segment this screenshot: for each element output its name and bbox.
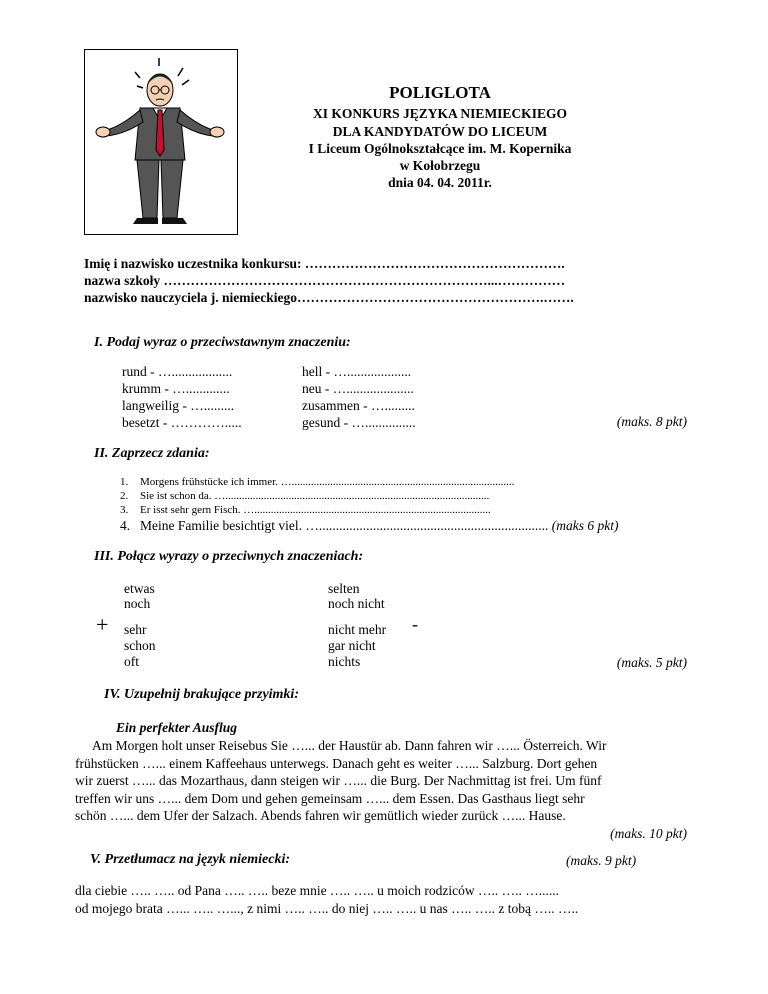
section-3-right-top bbox=[328, 581, 385, 611]
list-item bbox=[120, 490, 489, 502]
item-number: 4. bbox=[120, 518, 131, 533]
section-1-left-column bbox=[122, 363, 242, 431]
list-item: besetzt - …………..... bbox=[122, 415, 242, 430]
translation-line-1: dla ciebie ….. ….. od Pana ….. ….. beze mnie ….. ….. u moich rodziców ….. ….. …...... bbox=[75, 883, 560, 898]
list-item: oft bbox=[124, 654, 139, 669]
text-line: Am Morgen holt unser Reisebus Sie …... der Haustür ab. Dann fahren wir …... Österreich. Wir bbox=[92, 738, 607, 753]
section-4-heading: IV. Uzupełnij brakujące przyimki: bbox=[104, 687, 299, 702]
list-item: rund - ….................. bbox=[122, 364, 233, 379]
list-item: krumm - …............. bbox=[122, 381, 230, 396]
list-item: nicht mehr bbox=[328, 622, 387, 637]
list-item: noch bbox=[124, 596, 151, 611]
section-3-points: (maks. 5 pkt) bbox=[616, 655, 687, 670]
confused-man-illustration bbox=[85, 50, 237, 234]
header-line-3: I Liceum Ogólnokształcące im. M. Kopernika bbox=[308, 141, 572, 156]
translation-line-2: od mojego brata …... ….. …..., z nimi ….. ….. do niej ….. ….. u nas ….. ….. z tobą ….. ….. bbox=[75, 901, 579, 916]
list-item bbox=[120, 504, 491, 516]
section-1-heading: I. Podaj wyraz o przeciwstawnym znaczeniu: bbox=[94, 335, 351, 350]
list-item: selten bbox=[328, 581, 360, 596]
section-1-right-column bbox=[302, 363, 416, 431]
header-line-2: DLA KANDYDATÓW DO LICEUM bbox=[332, 124, 548, 139]
plus-sign: + bbox=[96, 612, 109, 637]
item-text: Meine Familie besichtigt viel. ….................................................................... bbox=[140, 518, 549, 533]
clipart-frame bbox=[84, 49, 238, 235]
list-item: sehr bbox=[124, 622, 147, 637]
item-text: Morgens frühstücke ich immer. …................................................................................. bbox=[140, 476, 515, 488]
list-item: noch nicht bbox=[328, 596, 385, 611]
list-item: nichts bbox=[328, 654, 361, 669]
list-item bbox=[120, 476, 514, 488]
list-item: neu - ….................... bbox=[302, 381, 414, 396]
section-1-points: (maks. 8 pkt) bbox=[616, 414, 687, 429]
section-3-left-bottom bbox=[124, 622, 156, 670]
item-text: Er isst sehr gern Fisch. …...................................................................................... bbox=[140, 504, 491, 516]
header-line-1: XI KONKURS JĘZYKA NIEMIECKIEGO bbox=[313, 106, 567, 121]
list-item: langweilig - …......... bbox=[122, 398, 235, 413]
list-item: schon bbox=[124, 638, 156, 653]
school-name-field[interactable]: nazwa szkoły ………………………………………………………………...…………… bbox=[84, 273, 566, 288]
text-line: frühstücken …... einem Kaffeehaus unterwegs. Danach geht es weiter …... Salzburg. Dort gehen bbox=[75, 755, 598, 771]
header-line-4: w Kołobrzegu bbox=[399, 158, 481, 173]
section-5-heading: V. Przetłumacz na język niemiecki: bbox=[90, 852, 291, 867]
header-line-5: dnia 04. 04. 2011r. bbox=[388, 175, 492, 190]
section-5-points: (maks. 9 pkt) bbox=[566, 853, 637, 868]
text-line: schön …... dem Ufer der Salzach. Abends fahren wir gemütlich wieder zurück …... Hause. bbox=[75, 808, 566, 823]
text-line: wir zuerst …... das Mozarthaus, dann steigen wir …... die Burg. Der Nachmittag ist frei. Um fünf bbox=[75, 773, 602, 788]
list-item bbox=[120, 518, 618, 534]
section-2-heading: II. Zaprzecz zdania: bbox=[94, 446, 210, 461]
teacher-name-field[interactable]: nazwisko nauczyciela j. niemieckiego……………………………………………….……. bbox=[84, 290, 574, 305]
section-3-left-top bbox=[124, 581, 155, 611]
item-text: Sie ist schon da. …................................................................................................ bbox=[140, 490, 490, 502]
text-line: treffen wir uns …... dem Dom und gehen gemeinsam …... dem Essen. Das Gasthaus liegt sehr bbox=[75, 790, 585, 806]
section-2-points: (maks 6 pkt) bbox=[551, 518, 619, 533]
list-item: gar nicht bbox=[328, 638, 376, 653]
page-title: POLIGLOTA bbox=[389, 83, 491, 102]
list-item: hell - …................... bbox=[302, 364, 412, 379]
section-4-points: (maks. 10 pkt) bbox=[610, 825, 687, 841]
gap-fill-text bbox=[75, 737, 687, 842]
item-number: 1. bbox=[120, 476, 129, 488]
item-number: 3. bbox=[120, 504, 129, 516]
minus-sign: - bbox=[412, 614, 418, 634]
text-subtitle: Ein perfekter Ausflug bbox=[116, 720, 238, 735]
section-3-heading: III. Połącz wyrazy o przeciwnych znaczeniach: bbox=[94, 549, 364, 564]
participant-name-field[interactable]: Imię i nazwisko uczestnika konkursu: …………………………………………………. bbox=[84, 256, 565, 271]
list-item: etwas bbox=[124, 581, 155, 596]
item-number: 2. bbox=[120, 490, 129, 502]
list-item: zusammen - …......... bbox=[302, 398, 415, 413]
list-item: gesund - …............... bbox=[302, 415, 416, 430]
section-3-right-bottom bbox=[328, 622, 386, 670]
